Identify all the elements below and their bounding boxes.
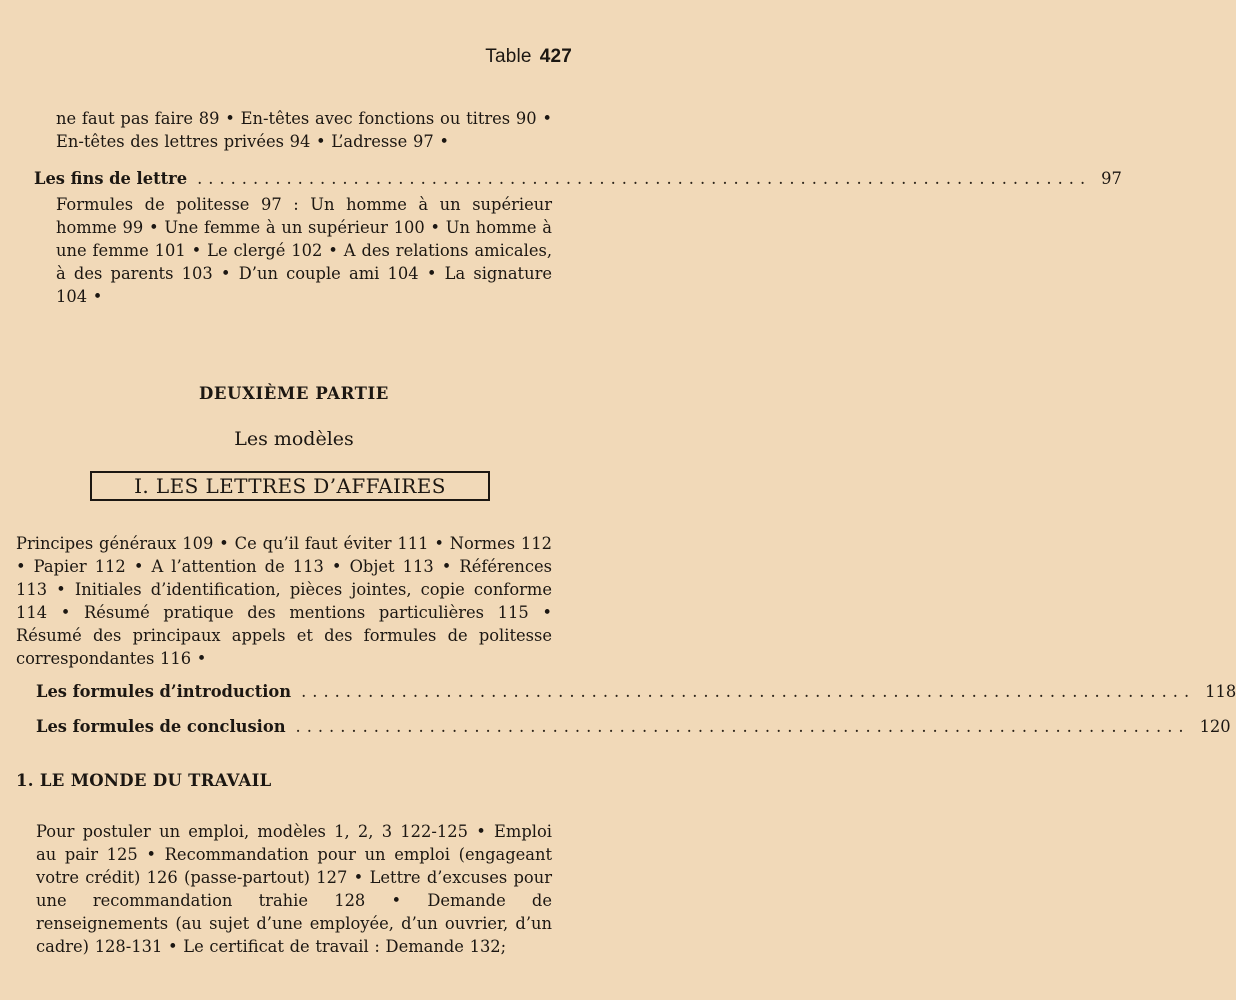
page-number: 427 — [539, 46, 572, 67]
toc-entry-label: Les formules d’introduction — [36, 682, 292, 701]
leader-dots: ................................................................................ — [301, 682, 1196, 701]
toc-paragraph-4: Pour postuler un emploi, modèles 1, 2, 3 122-125 • Emploi au pair 125 • Recommandation pour un emploi (engageant votre crédit) 126 (passe-partout) 127 • Lettre d’excuses pour une recommandation trahie 128 • Demande de renseignements (au sujet d’une employée, d’un ouvrier, d’un cadre) 128-131 • Le certificat de travail : Demande 132; — [36, 822, 552, 956]
toc-entry-formules-introduction — [36, 682, 1236, 701]
toc-entry-label: Les fins de lettre — [34, 169, 188, 188]
running-head — [485, 46, 572, 68]
chapter-title: I. LES LETTRES D’AFFAIRES — [134, 474, 446, 498]
toc-paragraph-1: ne faut pas faire 89 • En-têtes avec fonctions ou titres 90 • En-têtes des lettres privées 94 • L’adresse 97 • — [56, 109, 552, 151]
chapter-box-title — [90, 471, 490, 501]
toc-entry-page: 97 — [1101, 169, 1122, 188]
running-head-title: Table — [485, 46, 532, 67]
section-heading: 1. LE MONDE DU TRAVAIL — [16, 771, 272, 790]
part-subtitle: Les modèles — [234, 428, 354, 450]
toc-entry-fins-de-lettre — [34, 169, 1122, 188]
part-title: DEUXIÈME PARTIE — [199, 384, 389, 403]
toc-paragraph-2: Formules de politesse 97 : Un homme à un supérieur homme 99 • Une femme à un supérieur 100 • Un homme à une femme 101 • Le clergé 102 • A des relations amicales, à des parents 103 • D’un couple ami 104 • La signature 104 • — [56, 195, 552, 306]
toc-entry-page: 118 — [1205, 682, 1236, 701]
toc-entry-formules-conclusion — [36, 717, 1231, 736]
toc-entry-label: Les formules de conclusion — [36, 717, 286, 736]
leader-dots: ................................................................................ — [197, 169, 1092, 188]
leader-dots: ................................................................................ — [295, 717, 1190, 736]
toc-entry-page: 120 — [1199, 717, 1231, 736]
toc-paragraph-3: Principes généraux 109 • Ce qu’il faut éviter 111 • Normes 112 • Papier 112 • A l’attention de 113 • Objet 113 • Références 113 • Initiales d’identification, pièces jointes, copie conforme 114 • Résumé pratique des mentions particulières 115 • Résumé des principaux appels et des formules de politesse correspondantes 116 • — [16, 534, 552, 668]
